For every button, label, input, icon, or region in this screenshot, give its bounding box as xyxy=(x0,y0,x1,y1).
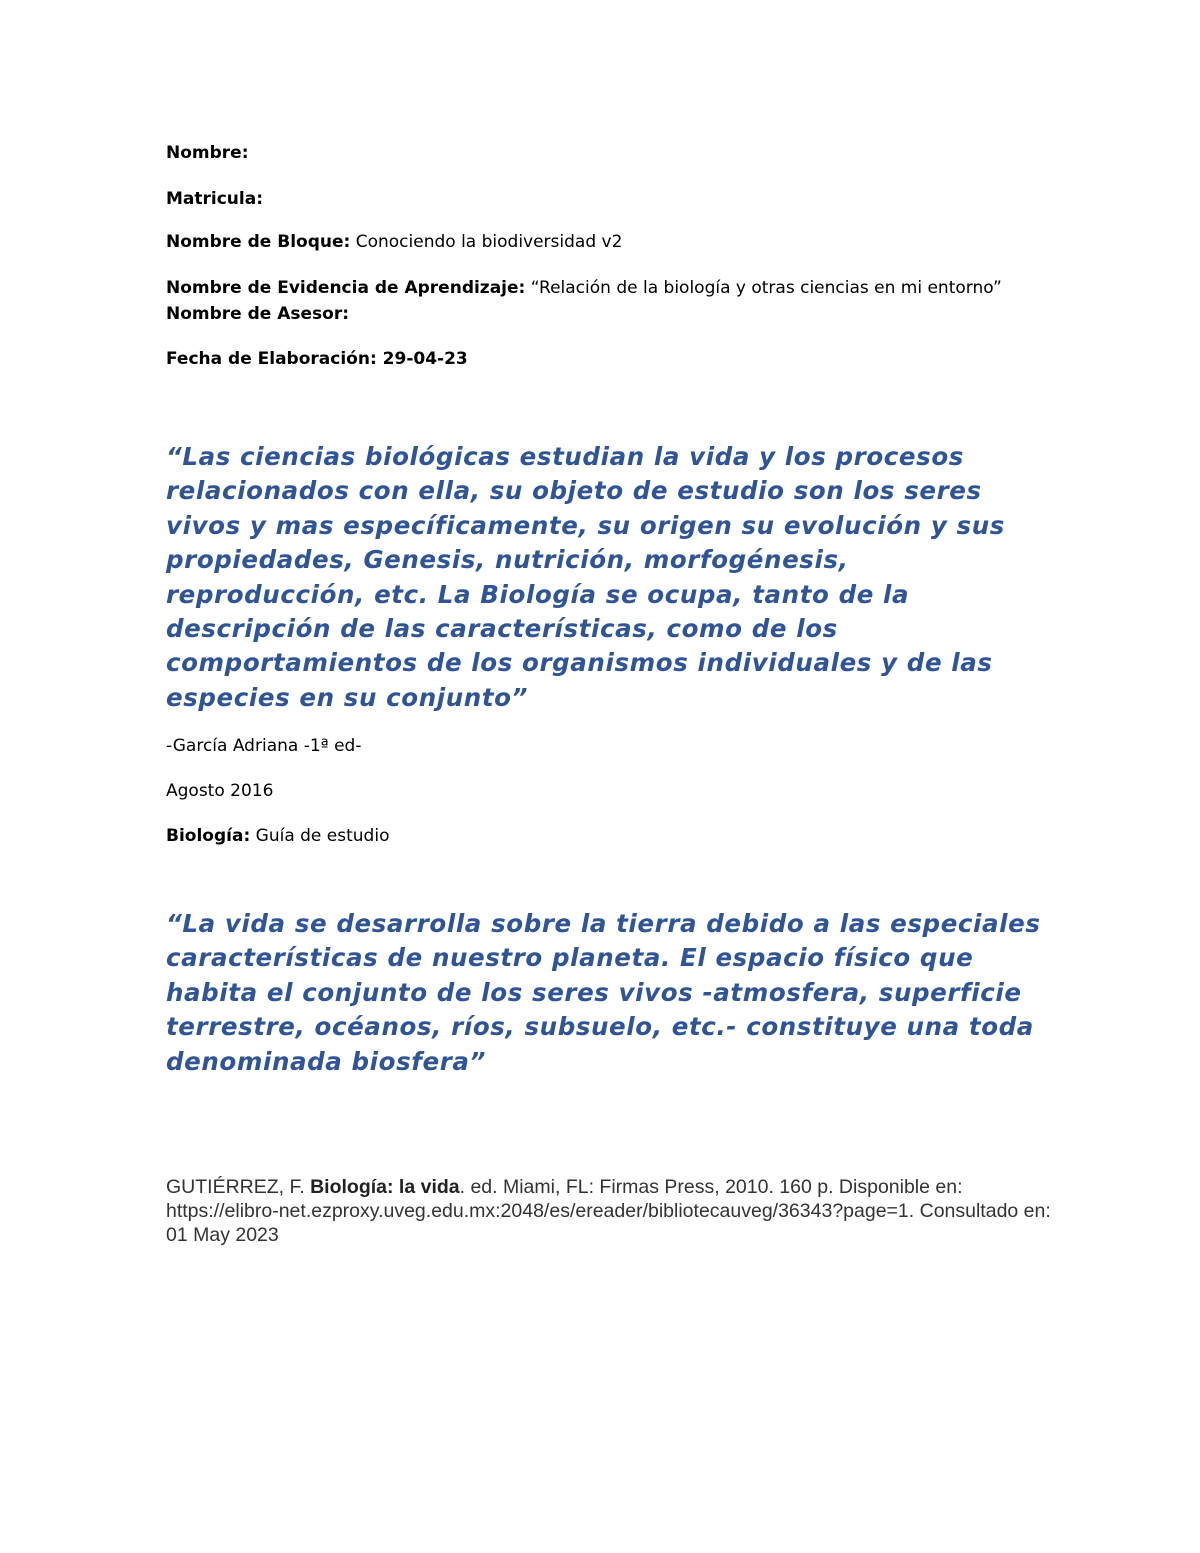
quote-biological-sciences: “Las ciencias biológicas estudian la vida y los procesos relacionados con ella, su objeto de estudio son los seres vivos y mas específicamente, su origen su evolución y sus propiedades, Genesis, nutrición, morfogénesis, reproducción, etc. La Biología se ocupa, tanto de la descripción de las características, como de los comportamientos de los organismos individuales y de las especies en su conjunto” xyxy=(166,442,1005,712)
asesor-label: Nombre de Asesor: xyxy=(166,304,350,324)
nombre-line xyxy=(166,141,249,165)
quote1-author: -García Adriana -1ª ed- xyxy=(166,736,362,756)
bibliographic-reference xyxy=(166,1175,1066,1247)
quote1-date: Agosto 2016 xyxy=(166,781,274,801)
evidencia-label: Nombre de Evidencia de Aprendizaje: xyxy=(166,278,526,298)
quote1-source-rest: Guía de estudio xyxy=(250,826,390,846)
reference-rest: . ed. Miami, FL: Firmas Press, 2010. 160 p. Disponible en: https://elibro-net.ezproxy.uveg.edu.mx:2048/es/ereader/bibliotecauveg/36343?page=1. Consultado en: 01 May 2023 xyxy=(166,1176,1051,1246)
bloque-line xyxy=(166,230,622,254)
bloque-value: Conociendo la biodiversidad v2 xyxy=(355,232,623,252)
nombre-label: Nombre: xyxy=(166,143,249,163)
asesor-line xyxy=(166,302,349,326)
quote1-source-bold: Biología: xyxy=(166,826,251,846)
matricula-label: Matricula: xyxy=(166,189,264,209)
matricula-line xyxy=(166,187,263,211)
reference-title: Biología: la vida xyxy=(310,1176,460,1198)
fecha-label: Fecha de Elaboración: 29-04-23 xyxy=(166,349,468,369)
quote1-source xyxy=(166,824,389,848)
bloque-label: Nombre de Bloque: xyxy=(166,232,351,252)
evidencia-value: “Relación de la biología y otras ciencias en mi entorno” xyxy=(530,278,1002,298)
fecha-line xyxy=(166,347,468,371)
reference-author: GUTIÉRREZ, F. xyxy=(166,1176,311,1198)
quote-life-biosphere: “La vida se desarrolla sobre la tierra debido a las especiales características de nuestro planeta. El espacio físico que habita el conjunto de los seres vivos -atmosfera, superficie terrestre, océanos, ríos, subsuelo, etc.- constituye una toda denominada biosfera” xyxy=(166,909,1041,1076)
evidencia-line xyxy=(166,276,1002,300)
